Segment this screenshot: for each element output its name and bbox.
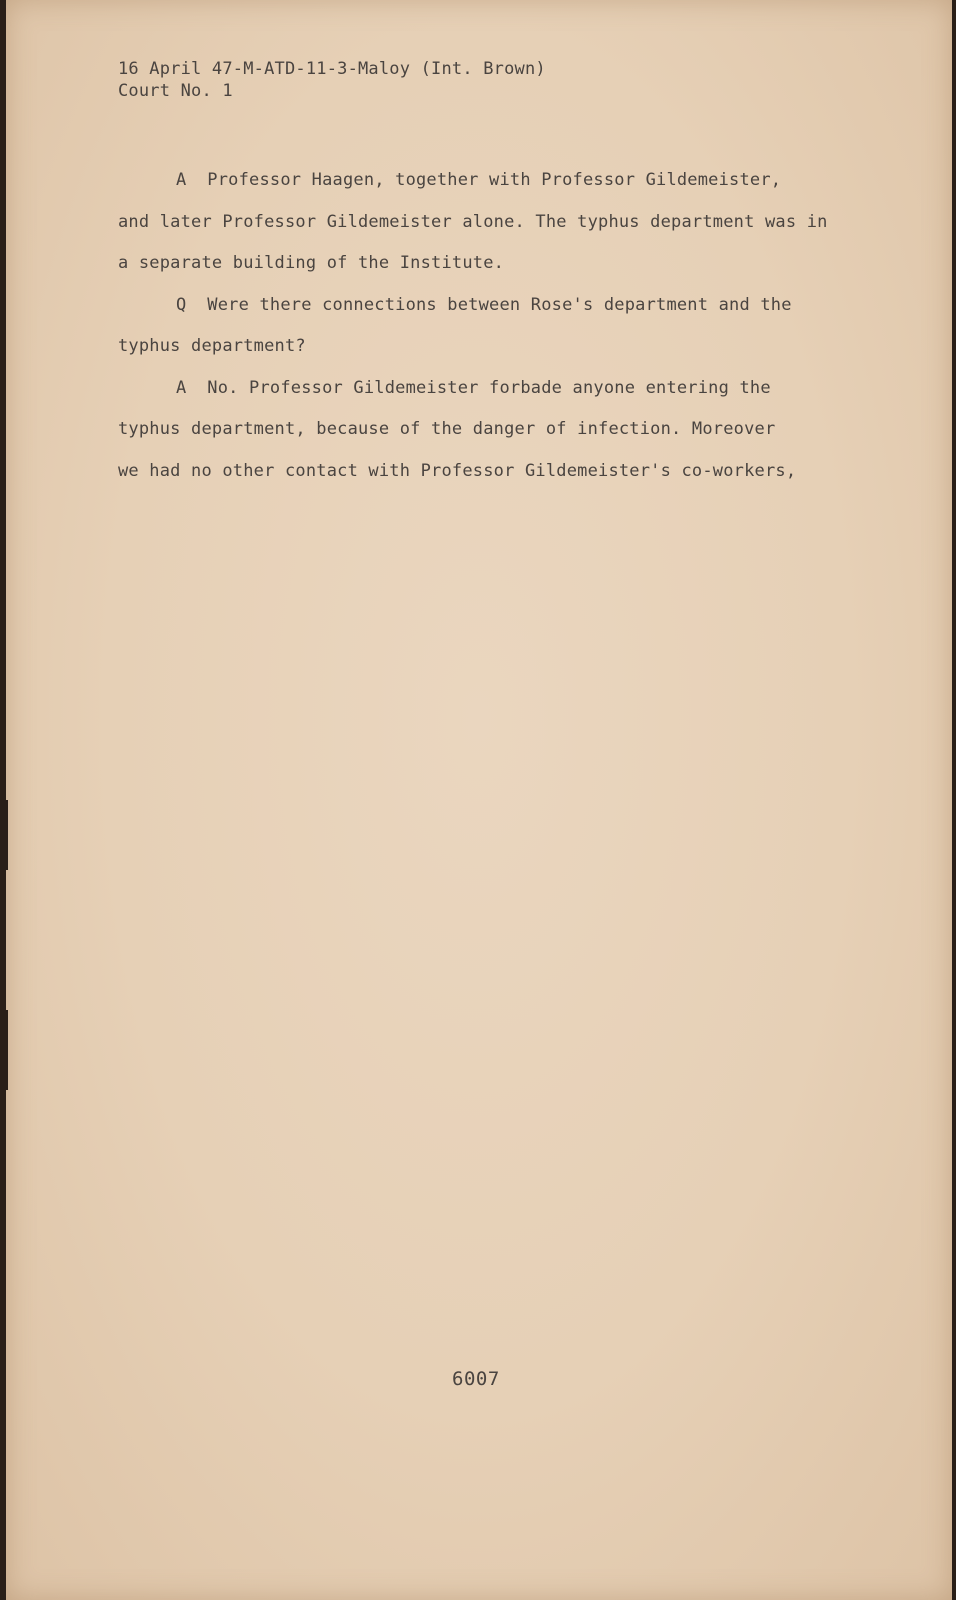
page-number: 6007 xyxy=(452,1368,500,1390)
document-page xyxy=(6,0,952,1600)
header-line-1: 16 April 47-M-ATD-11-3-Maloy (Int. Brown) xyxy=(118,59,546,79)
transcript-line: typhus department, because of the danger of infection. Moreover xyxy=(118,419,776,439)
transcript-line: typhus department? xyxy=(118,336,306,356)
transcript-line: A Professor Haagen, together with Professor Gildemeister, xyxy=(176,170,782,190)
header-line-2: Court No. 1 xyxy=(118,81,233,101)
transcript-line: a separate building of the Institute. xyxy=(118,253,505,273)
transcript-line: Q Were there connections between Rose's department and the xyxy=(176,294,792,315)
document-header xyxy=(118,58,546,102)
page-edge-tear xyxy=(6,1010,8,1090)
transcript-line: and later Professor Gildemeister alone. The typhus department was in xyxy=(118,211,828,232)
transcript-body xyxy=(118,160,838,492)
transcript-line: we had no other contact with Professor Gildemeister's co-workers, xyxy=(118,460,797,481)
transcript-line: A No. Professor Gildemeister forbade anyone entering the xyxy=(176,377,771,398)
page-edge-tear xyxy=(6,800,8,870)
